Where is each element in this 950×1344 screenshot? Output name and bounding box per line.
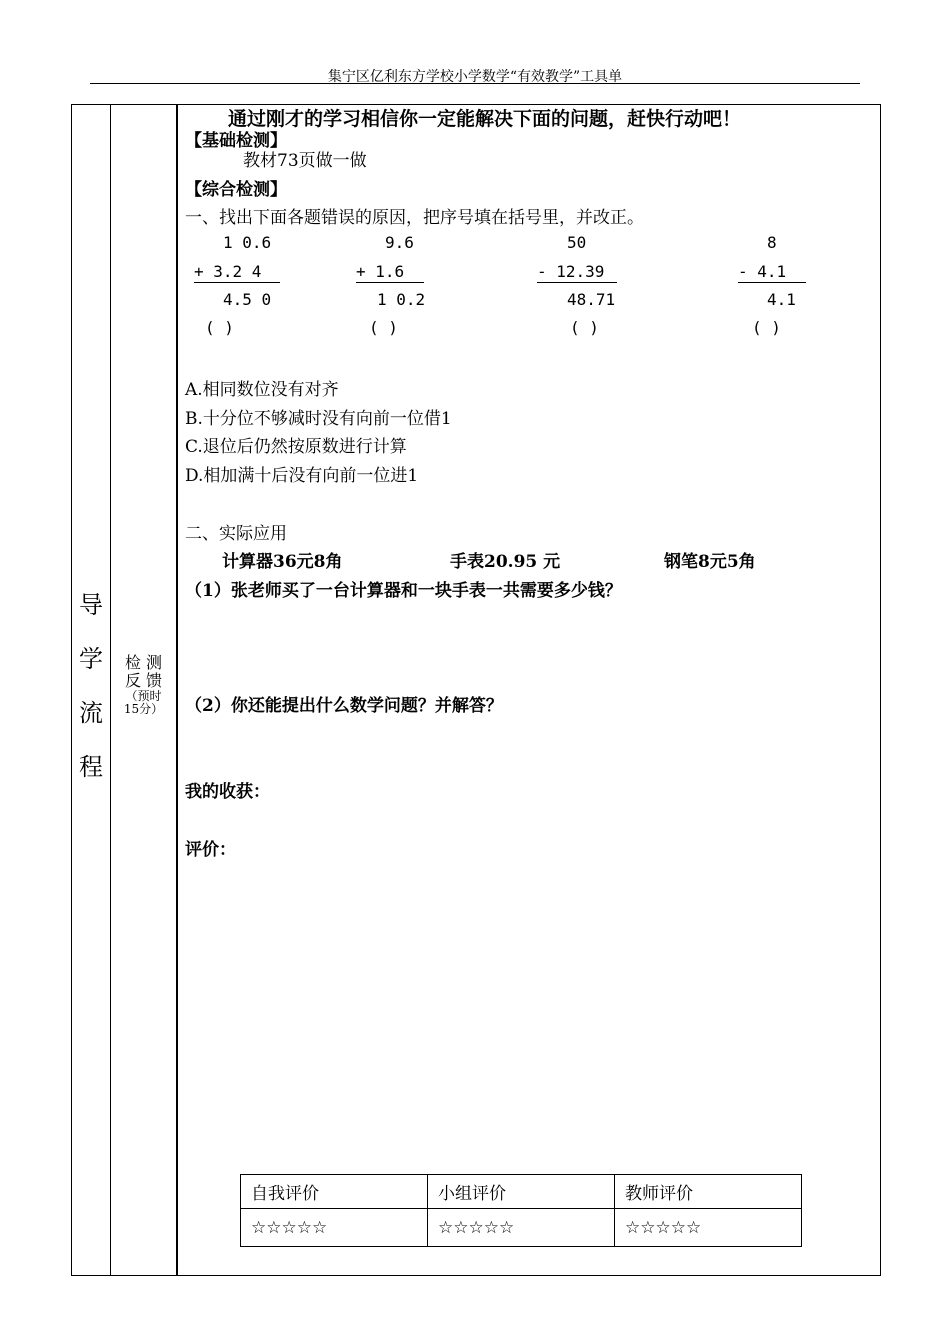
item-calculator: 计算器36元8角 bbox=[222, 552, 343, 572]
evaluation-label: 评价： bbox=[185, 840, 236, 860]
problem-1-result: 4.5 0 bbox=[223, 290, 272, 309]
problem-3-answer-blank[interactable]: ( ) bbox=[570, 318, 599, 337]
self-evaluation-header: 自我评价 bbox=[241, 1175, 428, 1209]
option-b: B.十分位不够减时没有向前一位借1 bbox=[185, 409, 452, 429]
option-c: C.退位后仍然按原数进行计算 bbox=[185, 437, 407, 457]
process-char: 导 bbox=[79, 591, 103, 619]
problem-2-top: 9.6 bbox=[385, 233, 414, 252]
basic-check-heading: 【基础检测】 bbox=[185, 131, 287, 151]
process-char: 程 bbox=[79, 753, 103, 781]
feedback-label bbox=[111, 654, 176, 716]
problem-1-answer-blank[interactable]: ( ) bbox=[205, 318, 234, 337]
intro-text: 通过刚才的学习相信你一定能解决下面的问题，赶快行动吧！ bbox=[228, 108, 742, 130]
evaluation-table bbox=[240, 1174, 802, 1247]
question-1-title: 一、找出下面各题错误的原因，把序号填在括号里，并改正。 bbox=[185, 208, 644, 228]
problem-1-operand: + 3.2 4 bbox=[194, 262, 280, 283]
evaluation-header-row bbox=[241, 1175, 802, 1209]
teacher-evaluation-stars[interactable]: ☆☆☆☆☆ bbox=[615, 1209, 802, 1247]
question-2-1: （1）张老师买了一台计算器和一块手表一共需要多少钱？ bbox=[185, 581, 622, 601]
process-char: 流 bbox=[79, 699, 103, 727]
item-pen: 钢笔8元5角 bbox=[664, 552, 756, 572]
problem-2-answer-blank[interactable]: ( ) bbox=[369, 318, 398, 337]
comprehensive-check-heading: 【综合检测】 bbox=[185, 180, 287, 200]
time-note: 15分） bbox=[123, 702, 164, 716]
problem-4-top: 8 bbox=[767, 233, 777, 252]
problem-4-answer-blank[interactable]: ( ) bbox=[752, 318, 781, 337]
question-2-title: 二、实际应用 bbox=[185, 524, 287, 544]
page-header-title: 集宁区亿利东方学校小学数学“有效教学”工具单 bbox=[327, 69, 623, 85]
harvest-label: 我的收获： bbox=[185, 782, 270, 802]
problem-4-result: 4.1 bbox=[767, 290, 796, 309]
option-a: A.相同数位没有对齐 bbox=[185, 380, 339, 400]
group-evaluation-stars[interactable]: ☆☆☆☆☆ bbox=[428, 1209, 615, 1247]
problem-3-top: 50 bbox=[567, 233, 587, 252]
feedback-line: 检 测 bbox=[124, 653, 163, 672]
time-note: （预时 bbox=[125, 689, 162, 703]
teacher-evaluation-header: 教师评价 bbox=[615, 1175, 802, 1209]
process-label bbox=[71, 578, 111, 794]
problem-2-operand: + 1.6 bbox=[356, 262, 424, 283]
problem-3-operand: - 12.39 bbox=[537, 262, 617, 283]
basic-check-task: 教材73页做一做 bbox=[243, 151, 367, 171]
problem-3-result: 48.71 bbox=[567, 290, 616, 309]
group-evaluation-header: 小组评价 bbox=[428, 1175, 615, 1209]
problem-2-result: 1 0.2 bbox=[377, 290, 426, 309]
option-d: D.相加满十后没有向前一位进1 bbox=[185, 466, 419, 486]
column-divider-2 bbox=[176, 104, 178, 1276]
feedback-line: 反 馈 bbox=[124, 671, 163, 690]
problem-4-operand: - 4.1 bbox=[738, 262, 806, 283]
question-2-2: （2）你还能提出什么数学问题？并解答？ bbox=[185, 696, 503, 716]
process-char: 学 bbox=[79, 645, 103, 673]
self-evaluation-stars[interactable]: ☆☆☆☆☆ bbox=[241, 1209, 428, 1247]
problem-1-top: 1 0.6 bbox=[223, 233, 272, 252]
item-watch: 手表20.95 元 bbox=[450, 552, 561, 572]
evaluation-stars-row bbox=[241, 1209, 802, 1247]
header-rule bbox=[90, 83, 860, 84]
